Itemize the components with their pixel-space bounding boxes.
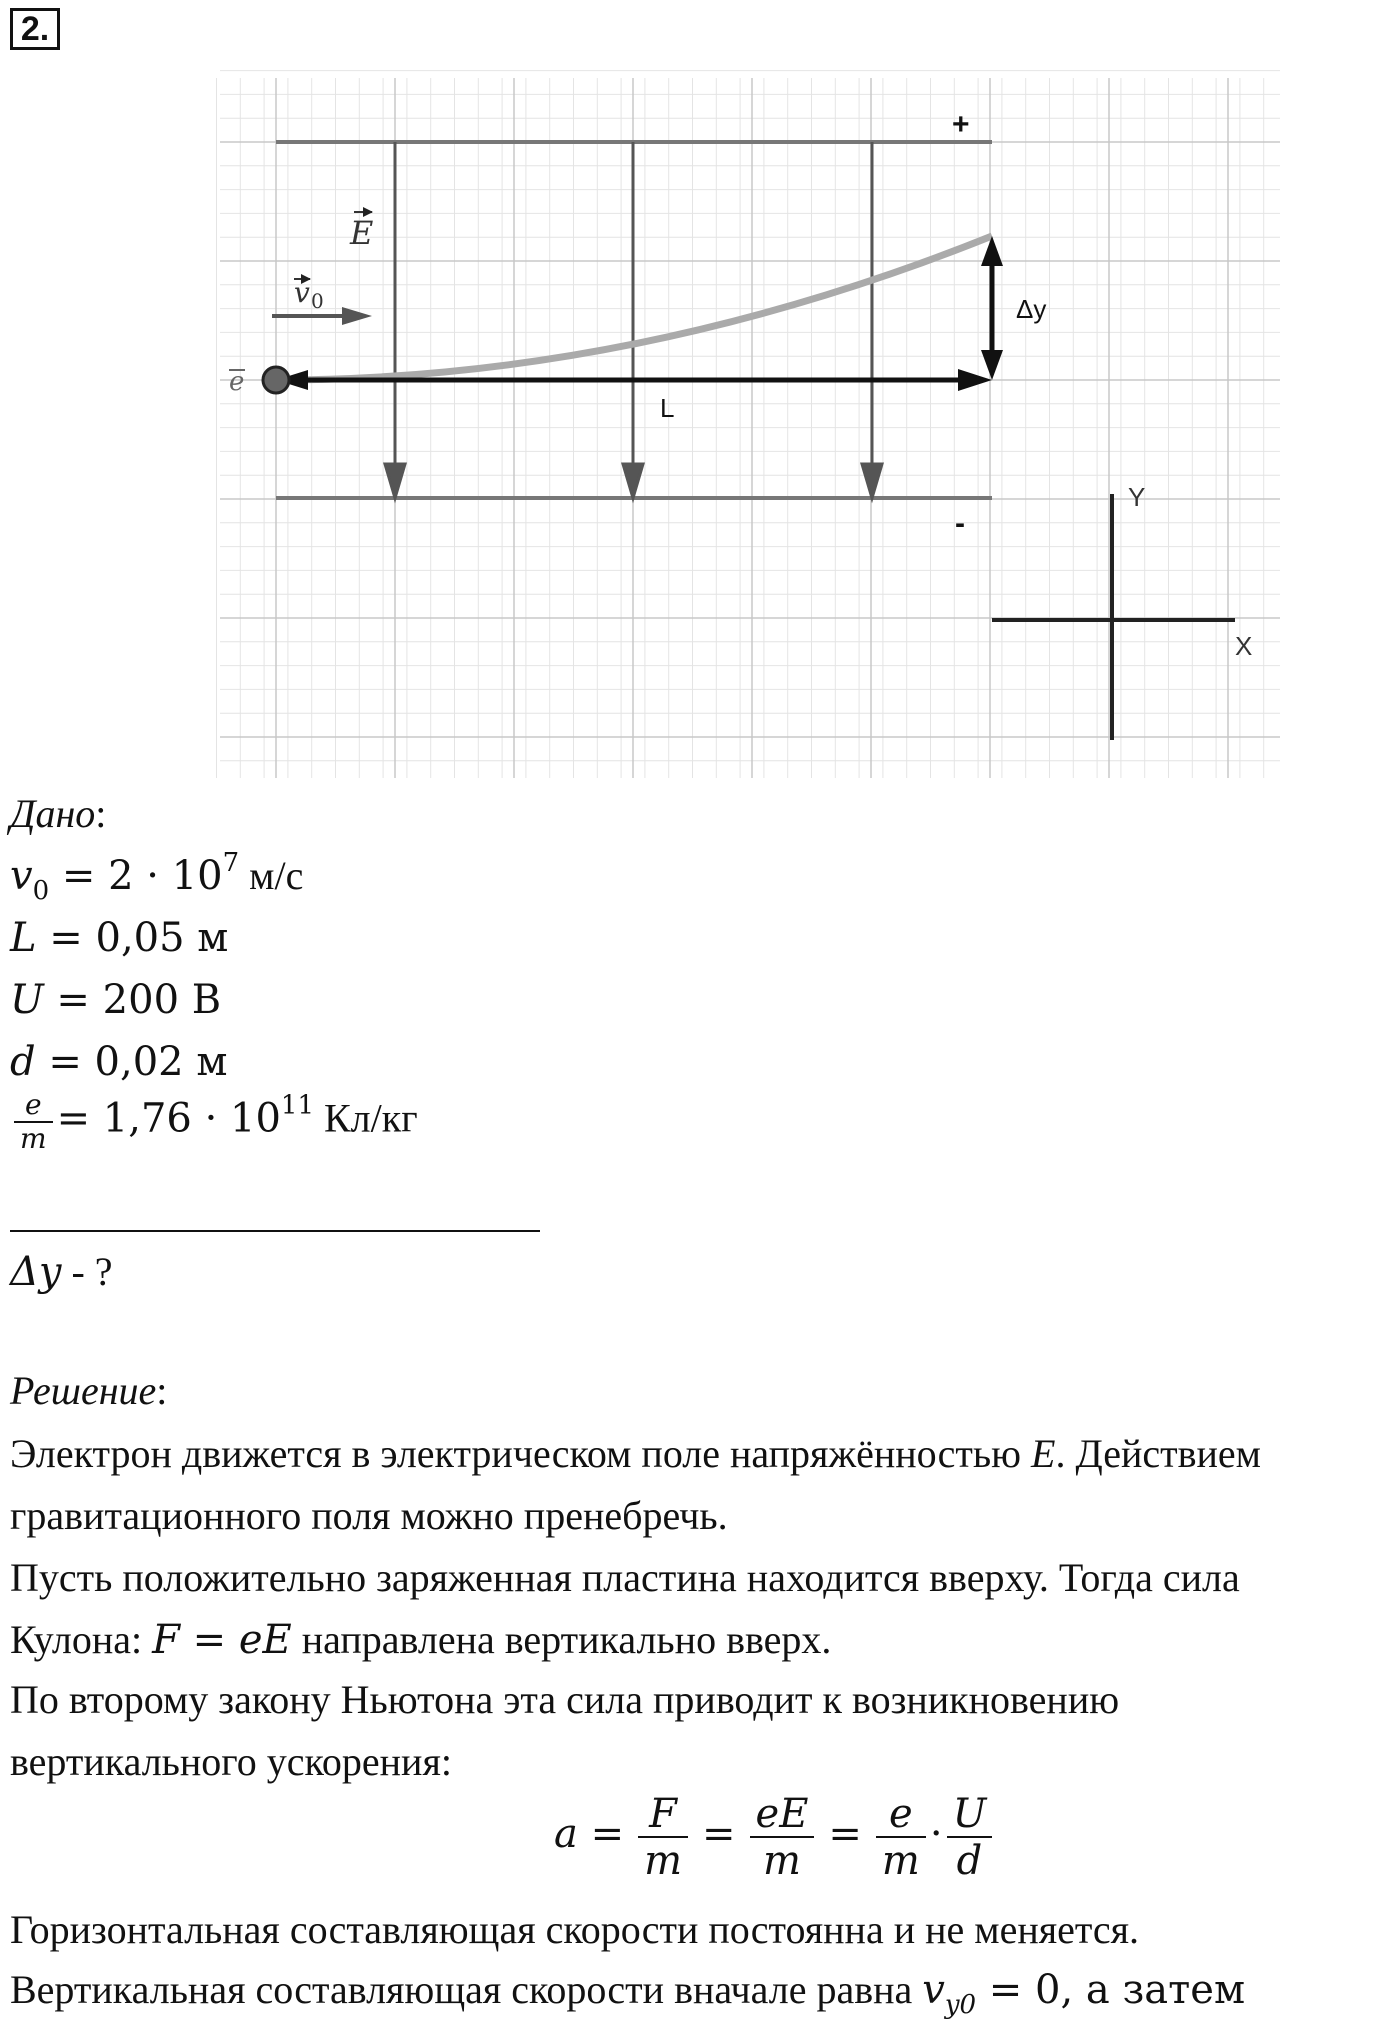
solution-heading: Решение: (10, 1368, 168, 1413)
velocity-subscript: 0 (311, 289, 324, 313)
given-divider (10, 1230, 540, 1232)
grid (217, 71, 1281, 778)
given-v0: $v_0 = 2 \cdot 10^7$ м/с (10, 848, 304, 906)
given-d: d = 0,02 м (10, 1039, 228, 1085)
solution-line-7: Горизонтальная составляющая скорости постоянна и не меняется. (10, 1907, 1140, 1952)
minus-label: - (955, 507, 965, 540)
figure-diagram (0, 0, 1400, 790)
solution-line-5: По второму закону Ньютона эта сила приводит к возникновению (10, 1677, 1120, 1722)
given-L: L = 0,05 м (10, 915, 229, 961)
velocity-label: v (294, 276, 310, 309)
acceleration-formula: a = $\frac{F}{m}$ = $\frac{eE}{m}$ = $\frac{e}{m}$ · $\frac{U}{d}$ (554, 1792, 996, 1884)
electron-label: e (229, 367, 245, 397)
solution-line-6: вертикального ускорения: (10, 1739, 452, 1784)
axis-y-label: Y (1128, 482, 1146, 512)
plus-label: + (952, 108, 970, 141)
electron-label-group (229, 367, 245, 397)
solution-line-4: Кулона: F = eE направлена вертикально вверх. (10, 1617, 832, 1663)
solution-line-8: Вертикальная составляющая скорости вначале равна $v_{y0} = 0$, а затем (10, 1967, 1246, 2020)
field-label-group (349, 212, 373, 252)
given-U: U = 200 В (10, 977, 222, 1023)
field-label: E (350, 214, 374, 252)
solution-line-3: Пусть положительно заряженная пластина находится вверху. Тогда сила (10, 1555, 1240, 1600)
problem-number: 2. (10, 8, 60, 50)
given-e-over-m: $\frac{e}{m}$ = $1,76 \cdot 10^{11}$ Кл/кг (10, 1090, 418, 1155)
field-lines (385, 142, 882, 498)
axis-x-label: X (1235, 631, 1253, 661)
deflection-label: Δy (1016, 294, 1047, 324)
solution-line-2: гравитационного поля можно пренебречь. (10, 1493, 728, 1538)
length-label: L (660, 393, 675, 423)
given-heading: Дано: (10, 791, 107, 836)
velocity-label-group (294, 276, 324, 313)
find-delta-y: Δy - ? (10, 1249, 113, 1295)
electron-dot (263, 367, 289, 393)
solution-line-1: Электрон движется в электрическом поле напряжённостью E. Действием (10, 1431, 1261, 1476)
